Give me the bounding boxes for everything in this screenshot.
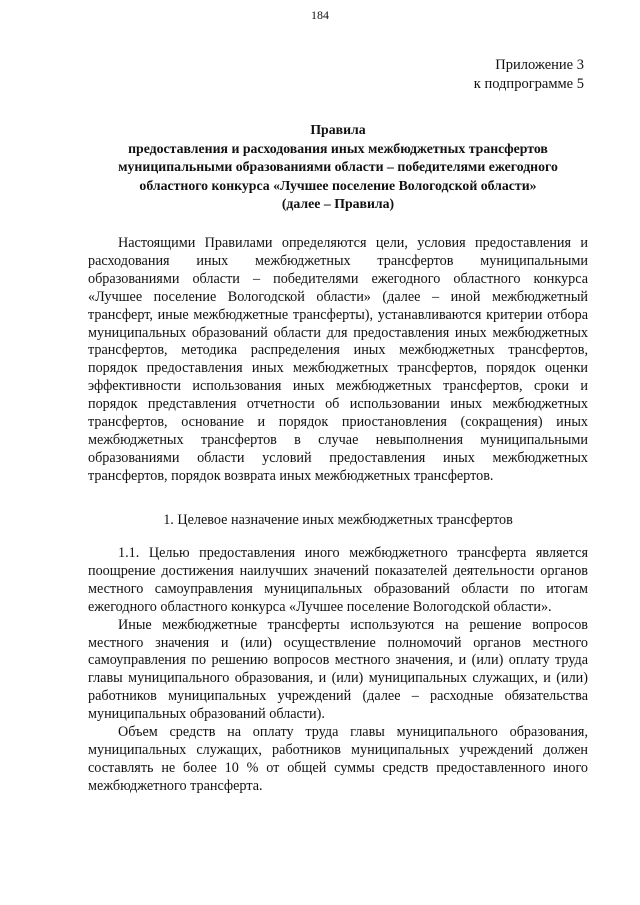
- document-title: [88, 121, 588, 214]
- appendix-line: к подпрограмме 5: [473, 76, 584, 92]
- appendix-reference: [474, 56, 584, 94]
- page-number: 184: [311, 8, 329, 22]
- body-paragraph: Объем средств на оплату труда главы муниципального образования, муниципальных служащих, работников муниципальных учреждений должен составлять не более 10 % от общей суммы средств предоставленного иного межбюджетного трансферта.: [88, 724, 588, 794]
- body-paragraph: 1.1. Целью предоставления иного межбюджетного трансферта является поощрение достижения наилучших значений показателей деятельности органов местного самоуправления муниципальных образований области по итогам ежегодного областного конкурса «Лучшее поселение Вологодской области».: [88, 545, 588, 615]
- title-line: предоставления и расходования иных межбюджетных трансфертов: [128, 140, 548, 156]
- intro-section: [88, 235, 588, 486]
- title-line: муниципальными образованиями области – победителями ежегодного: [118, 159, 558, 175]
- appendix-line: Приложение 3: [495, 57, 584, 73]
- section-heading: 1. Целевое назначение иных межбюджетных трансфертов: [163, 512, 513, 528]
- title-line: (далее – Правила): [281, 196, 395, 212]
- section-body: [88, 545, 588, 796]
- body-paragraph: Иные межбюджетные трансферты используются на решение вопросов местного значения и (или) осуществление полномочий органов местного самоуправления по решению вопросов местного значения, и (или) оплату труда главы муниципального образования, и (или) муниципальных служащих, и (или) работников муниципальных учреждений (далее – расходные обязательства муниципальных образований области).: [88, 616, 588, 723]
- title-line: Правила: [310, 122, 366, 137]
- title-line: областного конкурса «Лучшее поселение Вологодской области»: [139, 177, 537, 193]
- intro-paragraph: Настоящими Правилами определяются цели, условия предоставления и расходования иных межбюджетных трансфертов муниципальными образованиями области – победителями ежегодного областного конкурса «Лучшее поселение Вологодской области» (далее – иной межбюджетный трансферт, иные межбюджетные трансферты), устанавливаются критерии отбора муниципальных образований области для предоставления иных межбюджетных трансфертов, методика распределения иных межбюджетных трансфертов, порядок предоставления иных межбюджетных трансфертов, порядок оценки эффективности использования иных межбюджетных трансфертов, сроки и порядок представления отчетности об использовании иных межбюджетных трансфертов, основание и порядок приостановления (сокращения) иных межбюджетных трансфертов в случае невыполнения муниципальными образованиями области условий предоставления иных межбюджетных трансфертов, порядок возврата иных межбюджетных трансфертов.: [88, 235, 588, 484]
